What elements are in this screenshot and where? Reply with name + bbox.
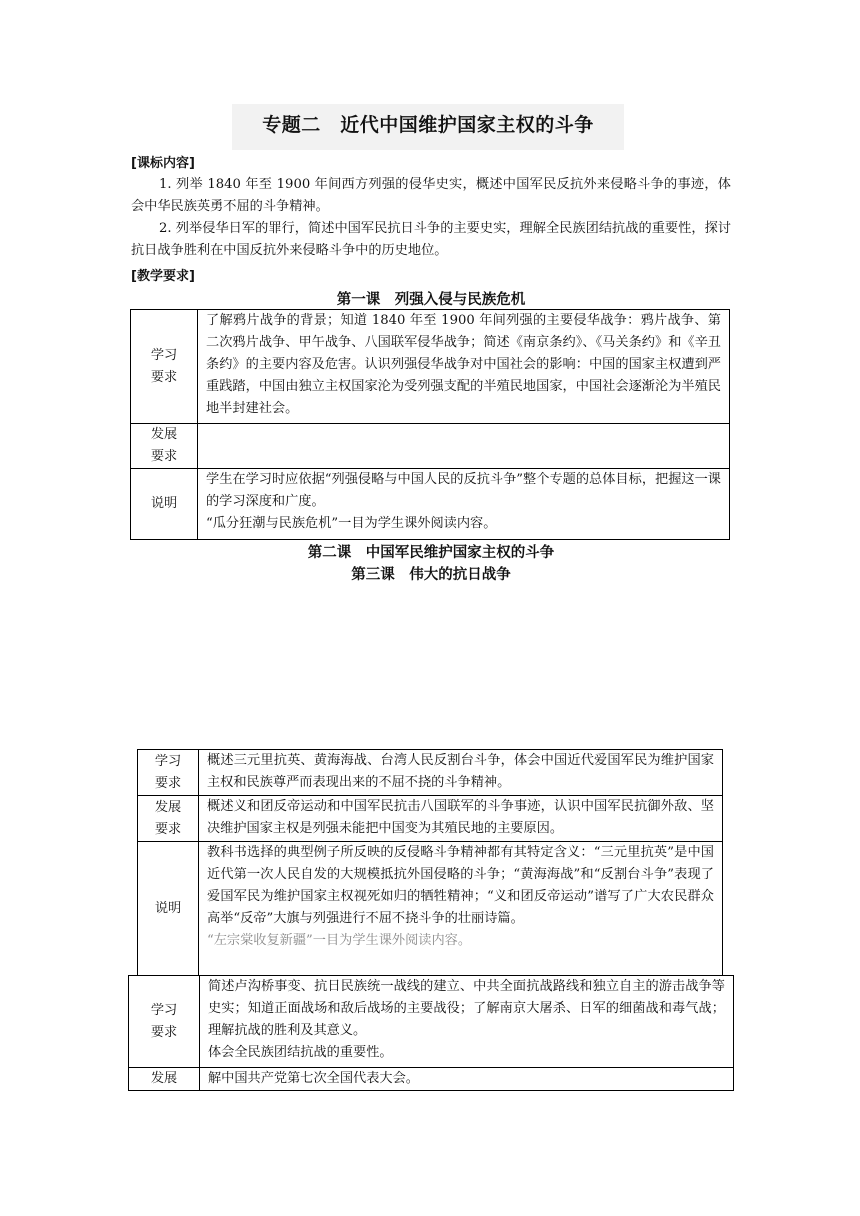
- table-row: [129, 976, 734, 1068]
- lesson2-title: 第二课 中国军民维护国家主权的斗争: [307, 545, 555, 561]
- curriculum-label: [课标内容]: [131, 156, 195, 171]
- table-row: [131, 310, 730, 424]
- row-header: 学习 要求: [131, 310, 198, 424]
- note-text-extra: “左宗棠收复新疆”一目为学生课外阅读内容。: [207, 933, 472, 948]
- table-row: [138, 842, 723, 976]
- lesson3-title: 第三课 伟大的抗日战争: [351, 567, 511, 583]
- row-content: 概述义和团反帝运动和中国军民抗击八国联军的斗争事迹，认识中国军民抗御外敌、坚决维护国家主权是列强未能把中国变为其殖民地的主要原因。: [199, 796, 723, 842]
- lesson1-table: [130, 309, 730, 540]
- row-header: 发展 要求: [131, 424, 198, 469]
- note-text: 教科书选择的典型例子所反映的反侵略斗争精神都有其特定含义：“三元里抗英”是中国近代第一次人民自发的大规模抵抗外国侵略的斗争；“黄海海战”和“反割台斗争”表现了爱国军民为维护国家主权视死如归的牺牲精神；“义和团反帝运动”谱写了广大农民群众高举“反帝”大旗与列强进行不屈不挠斗争的壮丽诗篇。: [207, 845, 714, 926]
- lesson3-table: [128, 975, 734, 1091]
- row-header: 说明: [138, 842, 199, 976]
- page-title: 专题二 近代中国维护国家主权的斗争: [262, 114, 594, 136]
- table-row: [131, 469, 730, 540]
- row-content: [198, 424, 730, 469]
- row-content: [199, 842, 723, 976]
- curriculum-item-1: 1. 列举 1840 年至 1900 年间西方列强的侵华史实，概述中国军民反抗外来侵略斗争的事迹，体会中华民族英勇不屈的斗争精神。: [131, 177, 731, 214]
- row-content: [200, 976, 734, 1068]
- note-text: 学生在学习时应依据“列强侵略与中国人民的反抗斗争”整个专题的总体目标，把握这一课的学习深度和广度。: [206, 472, 721, 509]
- row-header: 发展: [129, 1068, 200, 1091]
- row-header: 发展 要求: [138, 796, 199, 842]
- row-header: 学习 要求: [138, 750, 199, 796]
- row-content: 解中国共产党第七次全国代表大会。: [200, 1068, 734, 1091]
- requirement-text-extra: 体会全民族团结抗战的重要性。: [208, 1045, 393, 1060]
- table-row: [138, 796, 723, 842]
- row-header: 学习 要求: [129, 976, 200, 1068]
- table-row: [138, 750, 723, 796]
- curriculum-item-2: 2. 列举侵华日军的罪行，简述中国军民抗日斗争的主要史实，理解全民族团结抗战的重要性，探讨抗日战争胜利在中国反抗外来侵略斗争中的历史地位。: [131, 221, 731, 258]
- row-content: 了解鸦片战争的背景；知道 1840 年至 1900 年间列强的主要侵华战争：鸦片战争、第二次鸦片战争、甲午战争、八国联军侵华战争；简述《南京条约》、《马关条约》和《辛丑条约》的主要内容及危害。认识列强侵华战争对中国社会的影响：中国的国家主权遭到严重践踏，中国由独立主权国家沦为受列强支配的半殖民地国家，中国社会逐渐沦为半殖民地半封建社会。: [198, 310, 730, 424]
- table-row: [131, 424, 730, 469]
- lesson1-title: 第一课 列强入侵与民族危机: [336, 292, 526, 308]
- lesson2-table: [137, 749, 723, 976]
- teaching-label: [教学要求]: [131, 269, 195, 284]
- row-content: [198, 469, 730, 540]
- row-content: 概述三元里抗英、黄海海战、台湾人民反割台斗争，体会中国近代爱国军民为维护国家主权和民族尊严而表现出来的不屈不挠的斗争精神。: [199, 750, 723, 796]
- requirement-text: 简述卢沟桥事变、抗日民族统一战线的建立、中共全面抗战路线和独立自主的游击战争等史实；知道正面战场和敌后战场的主要战役；了解南京大屠杀、日军的细菌战和毒气战；理解抗战的胜利及其意义。: [208, 979, 725, 1038]
- table-row: [129, 1068, 734, 1091]
- row-header: 说明: [131, 469, 198, 540]
- note-text-extra: “瓜分狂潮与民族危机”一目为学生课外阅读内容。: [206, 516, 497, 531]
